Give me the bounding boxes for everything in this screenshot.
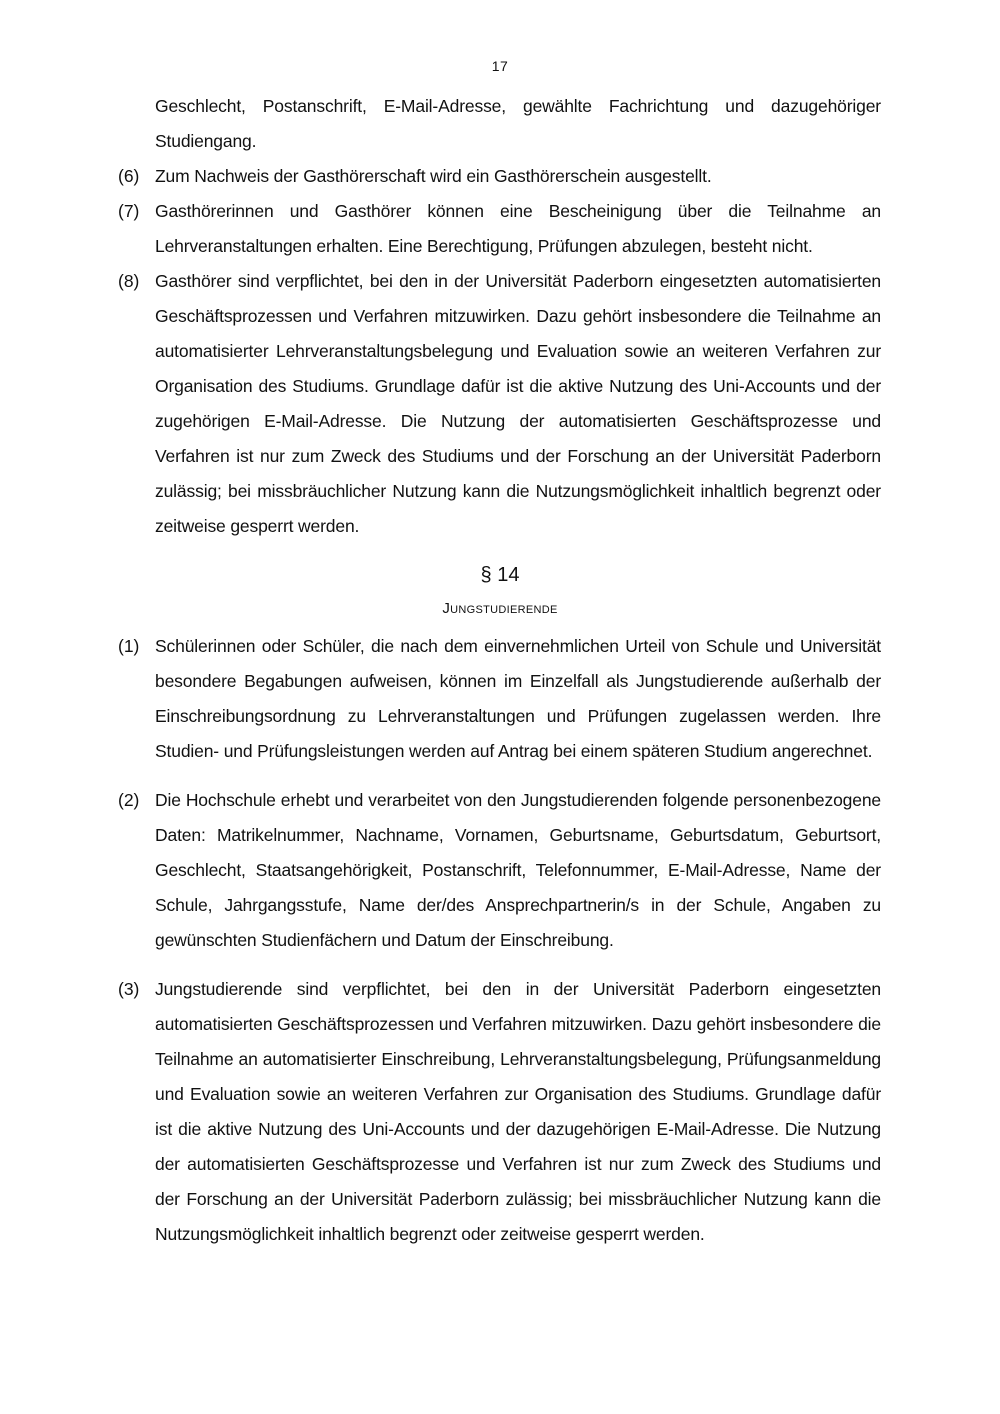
paragraph-text: Schülerinnen oder Schüler, die nach dem einvernehmlichen Urteil von Schule und Universität besondere Begabungen aufweisen, können im Einzelfall als Jungstudierende außerhalb der Einschreibungsordnung zu Lehrveranstaltungen und Prüfungen zugelassen werden. Ihre Studien- und Prüfungsleistungen werden auf Antrag bei einem späteren Studium angerechnet. (155, 636, 881, 761)
paragraph-14-2 (0, 783, 1000, 958)
paragraph-text: Die Hochschule erhebt und verarbeitet von den Jungstudierenden folgende personenbezogene Daten: Matrikelnummer, Nachname, Vornamen, Geburtsname, Geburtsdatum, Geburtsort, Geschlecht, Staatsangehörigkeit, Postanschrift, Telefonnummer, E-Mail-Adresse, Name der Schule, Jahrgangsstufe, Name der/des Ansprechpartnerin/s in der Schule, Angaben zu gewünschten Studienfächern und Datum der Einschreibung. (155, 790, 881, 950)
page-number: 17 (491, 58, 509, 74)
paragraph-14-3 (0, 972, 1000, 1252)
paragraph-text: Jungstudierende sind verpflichtet, bei den in der Universität Paderborn eingesetzten automatisierten Geschäftsprozessen und Verfahren mitzuwirken. Dazu gehört insbesondere die Teilnahme an automatisierter Einschreibung, Lehrveranstaltungsbelegung, Prüfungsanmeldung und Evaluation sowie an weiteren Verfahren zur Organisation des Studiums. Grundlage dafür ist die aktive Nutzung des Uni-Accounts und der dazugehörigen E-Mail-Adresse. Die Nutzung der automatisierten Geschäftsprozesse und Verfahren ist nur zum Zweck des Studiums und der Forschung an der Universität Paderborn zulässig; bei missbräuchlicher Nutzung kann die Nutzungsmöglichkeit inhaltlich begrenzt oder zeitweise gesperrt werden. (155, 979, 881, 1244)
paragraph-text: Zum Nachweis der Gasthörerschaft wird ein Gasthörerschein ausgestellt. (155, 166, 712, 186)
paragraph-number: (3) (118, 979, 140, 999)
section-symbol: § 14 (480, 564, 520, 586)
paragraph-number: (7) (118, 201, 140, 221)
continuation-paragraph (0, 89, 1000, 159)
paragraph-number: (8) (118, 271, 140, 291)
paragraph-text: Gasthörerinnen und Gasthörer können eine Bescheinigung über die Teilnahme an Lehrveranstaltungen erhalten. Eine Berechtigung, Prüfungen abzulegen, besteht nicht. (155, 201, 881, 256)
paragraph-number: (1) (118, 636, 140, 656)
continuation-text: Geschlecht, Postanschrift, E-Mail-Adresse, gewählte Fachrichtung und dazugehöriger Studiengang. (155, 96, 881, 151)
section-title: Jungstudierende (442, 600, 558, 617)
paragraph-14-1 (0, 629, 1000, 769)
paragraph-13-6 (0, 159, 1000, 194)
paragraph-number: (6) (118, 166, 140, 186)
paragraph-13-7 (0, 194, 1000, 264)
paragraph-text: Gasthörer sind verpflichtet, bei den in der Universität Paderborn eingesetzten automatisierten Geschäftsprozessen und Verfahren mitzuwirken. Dazu gehört insbesondere die Teilnahme an automatisierter Lehrveranstaltungsbelegung und Evaluation sowie an weiteren Verfahren zur Organisation des Studiums. Grundlage dafür ist die aktive Nutzung des Uni-Accounts und der zugehörigen E-Mail-Adresse. Die Nutzung der automatisierten Geschäftsprozesse und Verfahren ist nur zum Zweck des Studiums und der Forschung an der Universität Paderborn zulässig; bei missbräuchlicher Nutzung kann die Nutzungsmöglichkeit inhaltlich begrenzt oder zeitweise gesperrt werden. (155, 271, 881, 536)
paragraph-number: (2) (118, 790, 140, 810)
paragraph-13-8 (0, 264, 1000, 544)
